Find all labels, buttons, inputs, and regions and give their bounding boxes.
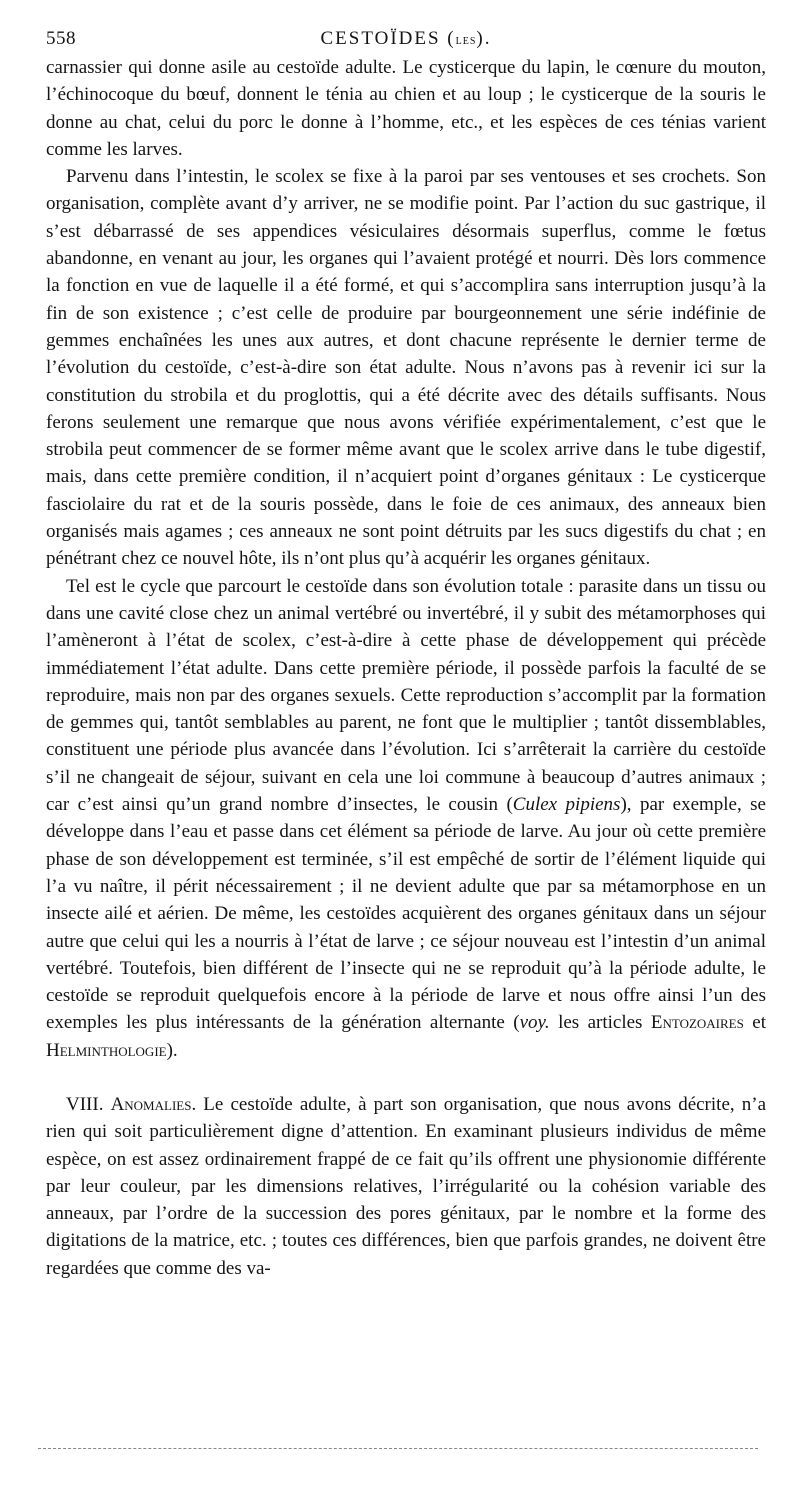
page-header xyxy=(46,28,766,54)
species-name: Culex pipiens xyxy=(512,794,621,816)
voy-abbrev: voy. xyxy=(519,1012,550,1034)
paragraph-3-and: et xyxy=(743,1012,766,1034)
paragraph-1: carnassier qui donne asile au cestoïde adulte. Le cysticerque du lapin, le cœnure du mouton, l’échinocoque du bœuf, donnent le ténia au chien et au loup ; le cysticerque de la souris le donne au chat, celui du porc le donne à l’homme, etc., et les espèces de ces ténias varient comme les larves. xyxy=(46,57,766,160)
cross-ref-helminthologie: Helminthologie xyxy=(46,1039,167,1061)
paragraph-3-text-b: ), par exemple, se développe dans l’eau et passe dans cet élément sa période de larve. Au jour où cette première phase de son développement est terminée, s’il est empêché de sortir de l’élément liquide qui l’a vu naître, il périt nécessairement ; il ne devient adulte que par sa métamorphose en un insecte ailé et aérien. De même, les cestoïdes acquièrent des organes génitaux dans un séjour autre que celui qui les a nourris à l’état de larve ; ce séjour nouveau est l’intestin d’un animal vertébré. Toutefois, bien différent de l’insecte qui ne se reproduit qu’à la période adulte, le cestoïde se reproduit quelquefois encore à la période de larve et nous offre ainsi l’un des exemples les plus intéressants de la génération alternante ( xyxy=(46,794,766,1034)
paragraph-3-text-a: Tel est le cycle que parcourt le cestoïde dans son évolution totale : parasite dans un tissu ou dans une cavité close chez un animal vertébré ou invertébré, il y subit des métamorphoses qui l’amèneront à l’état de scolex, c’est-à-dire à cette phase de développement qui précède immédiatement l’état adulte. Dans cette première période, il possède parfois la faculté de se reproduire, mais non par des organes sexuels. Cette reproduction s’accomplit par la formation de gemmes qui, tantôt semblables au parent, ne font que le multiplier ; tantôt dissemblables, constituent une période plus avancée dans l’évolution. Ici s’arrêterait la carrière du cestoïde s’il ne changeait de séjour, suivant en cela une loi commune à beaucoup d’autres animaux ; car c’est ainsi qu’un grand nombre d’insectes, le cousin ( xyxy=(46,575,766,816)
paragraph-4 xyxy=(46,1091,766,1282)
footer-rule xyxy=(38,1448,758,1449)
document-page xyxy=(46,28,766,1282)
running-head xyxy=(46,28,766,50)
running-head-main: CESTOÏDES ( xyxy=(320,28,456,49)
paragraph-4-text: Le cestoïde adulte, à part son organisation, que nous avons décrite, n’a rien qui soit particulièrement digne d’attention. En examinant plusieurs individus de même espèce, on est assez ordinairement frappé de ce fait qu’ils offrent une physionomie différente par leur couleur, par les dimensions relatives, l’irrégularité ou la cohésion variable des anneaux, par l’ordre de la succession des pores génitaux, par le nombre et la forme des digitations de la matrice, etc. ; toutes ces différences, bien que parfois grandes, ne doivent être regardées que comme des va- xyxy=(46,1093,766,1279)
running-head-small: les xyxy=(455,33,477,48)
cross-ref-entozoaires: Entozoaires xyxy=(650,1012,744,1034)
section-number: VIII. xyxy=(66,1093,111,1115)
page-number: 558 xyxy=(46,28,76,49)
body-text xyxy=(46,54,766,1282)
paragraph-3 xyxy=(46,573,766,1064)
section-title: Anomalies. xyxy=(110,1093,197,1115)
paragraph-3-text-c: les articles xyxy=(549,1012,651,1034)
paragraph-3-end: ). xyxy=(166,1039,178,1061)
paragraph-2: Parvenu dans l’intestin, le scolex se fixe à la paroi par ses ventouses et ses crochets. Son organisation, complète avant d’y arriver, ne se modifie point. Par l’action du suc gastrique, il s’est débarrassé de ses appendices vésiculaires désormais superflus, comme le fœtus abandonne, en venant au jour, les organes qui l’avaient protégé et nourri. Dès lors commence la fonction en vue de laquelle il a été formé, et qui s’accomplira sans interruption jusqu’à la fin de son existence ; c’est celle de produire par bourgeonnement une série indéfinie de gemmes enchaînées les unes aux autres, et dont chacune représente le dernier terme de l’évolution du cestoïde, c’est-à-dire son état adulte. Nous n’avons pas à revenir ici sur la constitution du strobila et du proglottis, qui a été décrite avec des détails suffisants. Nous ferons seulement une remarque que nous avons vérifiée expérimentalement, c’est que le strobila peut commencer de se former même avant que le scolex arrive dans le tube digestif, mais, dans cette première condition, il n’acquiert point d’organes génitaux : Le cysticerque fasciolaire du rat et de la souris possède, dans le foie de ces animaux, des anneaux bien organisés mais agames ; ces anneaux ne sont point détruits par les sucs digestifs du chat ; en pénétrant chez ce nouvel hôte, ils n’ont plus qu’à acquérir les organes génitaux. xyxy=(46,166,766,570)
running-head-end: ). xyxy=(476,28,492,49)
